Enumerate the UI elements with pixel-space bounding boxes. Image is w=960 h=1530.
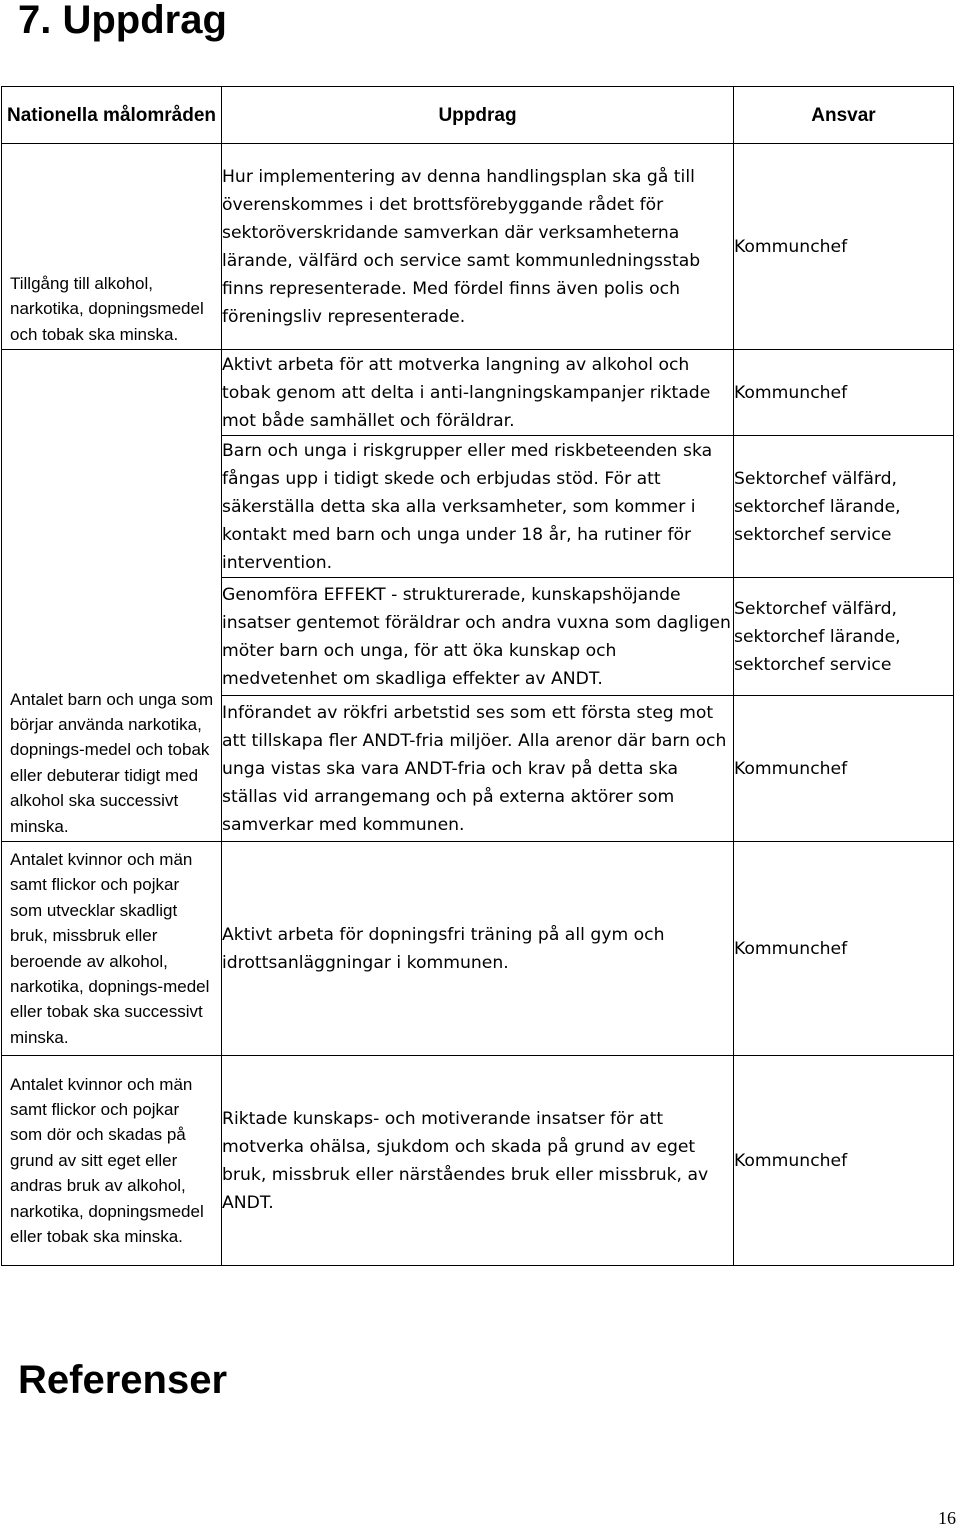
goal-cell: Tillgång till alkohol, narkotika, dopningsmedel och tobak ska minska.	[2, 144, 222, 350]
header-responsible: Ansvar	[734, 87, 954, 144]
table-row	[2, 350, 954, 436]
task-cell: Aktivt arbeta för dopningsfri träning på all gym och idrottsanläggningar i kommunen.	[222, 842, 734, 1056]
references-title: Referenser	[18, 1358, 228, 1402]
task-cell: Hur implementering av denna handlingsplan ska gå till överenskommes i det brottsförebyggande rådet för sektoröverskridande samverkan där verksamheterna lärande, välfärd och service samt kommunledningsstab finns representerade. Med fördel finns även polis och föreningsliv representerade.	[222, 144, 734, 350]
task-cell: Barn och unga i riskgrupper eller med riskbeteenden ska fångas upp i tidigt skede och erbjudas stöd. För att säkerställa detta ska alla verksamheter, som kommer i kontakt med barn och unga under 18 år, ha rutiner för intervention.	[222, 436, 734, 578]
task-cell: Riktade kunskaps- och motiverande insatser för att motverka ohälsa, sjukdom och skada på grund av eget bruk, missbruk eller närståendes bruk eller missbruk, av ANDT.	[222, 1056, 734, 1266]
table-row	[2, 144, 954, 350]
responsible-cell: Kommunchef	[734, 696, 954, 842]
task-cell: Aktivt arbeta för att motverka langning av alkohol och tobak genom att delta i anti-langningskampanjer riktade mot både samhället och föräldrar.	[222, 350, 734, 436]
table-row	[2, 842, 954, 1056]
task-cell: Genomföra EFFEKT - strukturerade, kunskapshöjande insatser gentemot föräldrar och andra vuxna som dagligen möter barn och unga, för att öka kunskap och medvetenhet om skadliga effekter av ANDT.	[222, 578, 734, 696]
responsible-cell: Kommunchef	[734, 144, 954, 350]
responsible-cell: Sektorchef välfärd, sektorchef lärande, sektorchef service	[734, 578, 954, 696]
task-cell: Införandet av rökfri arbetstid ses som ett första steg mot att tillskapa fler ANDT-fria miljöer. Alla arenor där barn och unga vistas ska vara ANDT-fria och krav på detta ska ställas vid arrangemang och på externa aktörer som samverkar med kommunen.	[222, 696, 734, 842]
goal-cell: Antalet kvinnor och män samt flickor och pojkar som utvecklar skadligt bruk, missbruk eller beroende av alkohol, narkotika, dopnings-medel eller tobak ska successivt minska.	[2, 842, 222, 1056]
section-title: 7. Uppdrag	[18, 0, 227, 42]
assignments-table	[1, 86, 954, 1266]
responsible-cell: Kommunchef	[734, 1056, 954, 1266]
table-header-row	[2, 87, 954, 144]
responsible-cell: Kommunchef	[734, 350, 954, 436]
header-task: Uppdrag	[222, 87, 734, 144]
responsible-cell: Kommunchef	[734, 842, 954, 1056]
goal-cell: Antalet kvinnor och män samt flickor och pojkar som dör och skadas på grund av sitt eget eller andras bruk av alkohol, narkotika, dopningsmedel eller tobak ska minska.	[2, 1056, 222, 1266]
responsible-cell: Sektorchef välfärd, sektorchef lärande, sektorchef service	[734, 436, 954, 578]
goal-cell: Antalet barn och unga som börjar använda narkotika, dopnings-medel och tobak eller debuterar tidigt med alkohol ska successivt minska.	[2, 350, 222, 842]
header-goals: Nationella målområden	[2, 87, 222, 144]
page-number: 16	[938, 1508, 956, 1528]
table-row	[2, 1056, 954, 1266]
